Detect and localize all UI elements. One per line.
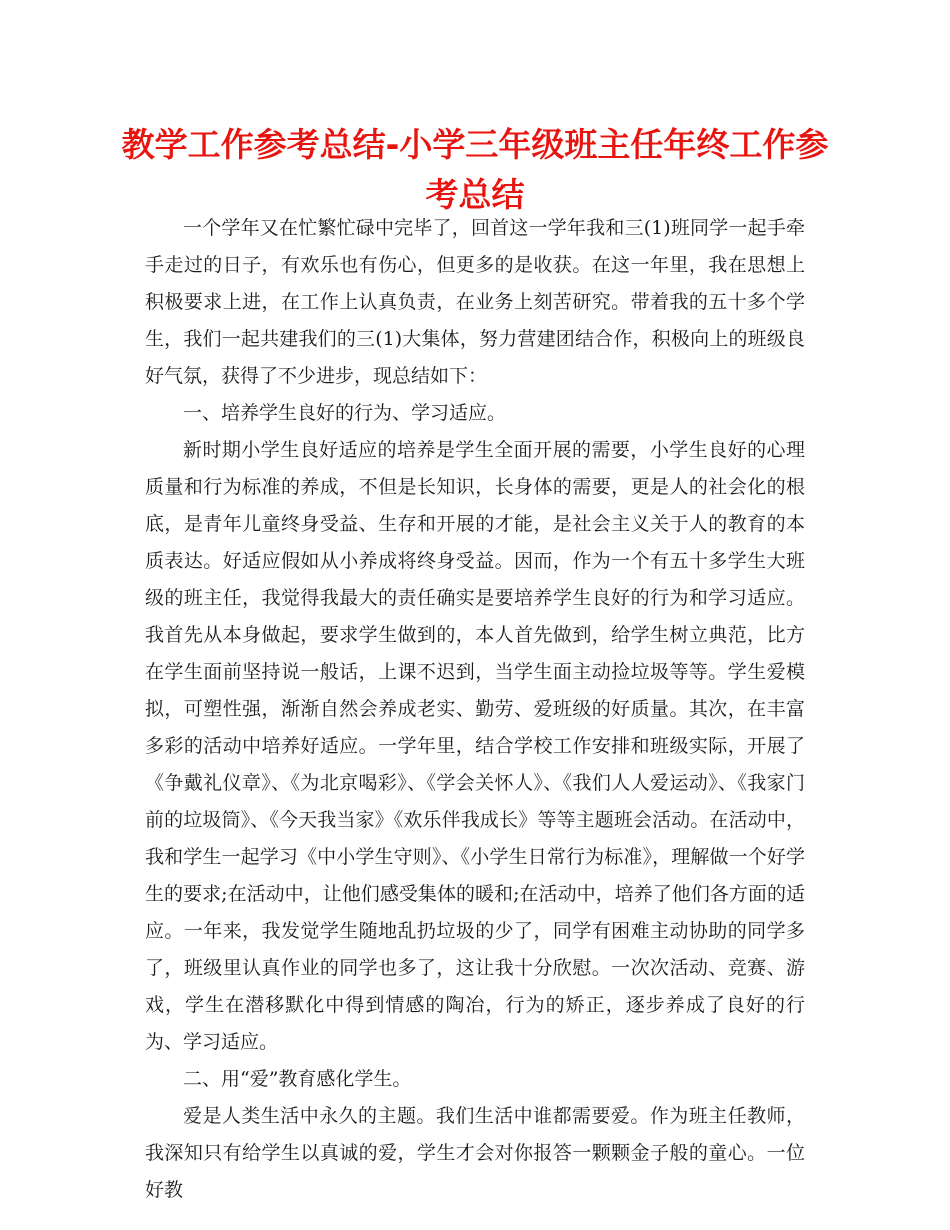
section-heading-1: 一、培养学生良好的行为、学习适应。 <box>183 402 507 424</box>
section-heading-2: 二、用“爱”教育感化学生。 <box>183 1068 412 1090</box>
paragraph-intro: 一个学年又在忙繁忙碌中完毕了，回首这一学年我和三(1)班同学一起手牵手走过的日子，有欢乐也有伤心，但更多的是收获。在这一年里，我在思想上积极要求上进，在工作上认真负责，在业务上刻苦研究。带着我的五十多个学生，我们一起共建我们的三(1)大集体，努力营建团结合作，积极向上的班级良好气氛，获得了不少进步，现总结如下： <box>145 217 805 387</box>
paragraph-section-1: 新时期小学生良好适应的培养是学生全面开展的需要，小学生良好的心理质量和行为标准的养成，不但是长知识，长身体的需要，更是人的社会化的根底，是青年儿童终身受益、生存和开展的才能，是社会主义关于人的教育的本质表达。好适应假如从小养成将终身受益。因而，作为一个有五十多学生大班级的班主任，我觉得我最大的责任确实是要培养学生良好的行为和学习适应。我首先从本身做起，要求学生做到的，本人首先做到，给学生树立典范，比方在学生面前坚持说一般话，上课不迟到，当学生面主动捡垃圾等等。学生爱模拟，可塑性强，渐渐自然会养成老实、勤劳、爱班级的好质量。其次，在丰富多彩的活动中培养好适应。一学年里，结合学校工作安排和班级实际，开展了《争戴礼仪章》、《为北京喝彩》、《学会关怀人》、《我们人人爱运动》、《我家门前的垃圾筒》、《今天我当家》《欢乐伴我成长》等等主题班会活动。在活动中，我和学生一起学习《中小学生守则》、《小学生日常行为标准》，理解做一个好学生的要求;在活动中，让他们感受集体的暖和;在活动中，培养了他们各方面的适应。一年来，我发觉学生随地乱扔垃圾的少了，同学有困难主动协助的同学多了，班级里认真作业的同学也多了，这让我十分欣慰。一次次活动、竞赛、游戏，学生在潜移默化中得到情感的陶冶，行为的矫正，逐步养成了良好的行为、学习适应。 <box>145 439 805 1053</box>
document-body <box>145 210 805 1209</box>
document-title: 教学工作参考总结-小学三年级班主任年终工作参考总结 <box>121 125 829 214</box>
paragraph-section-2: 爱是人类生活中永久的主题。我们生活中谁都需要爱。作为班主任教师，我深知只有给学生以真诚的爱，学生才会对你报答一颗颗金子般的童心。一位好教 <box>145 1105 805 1201</box>
